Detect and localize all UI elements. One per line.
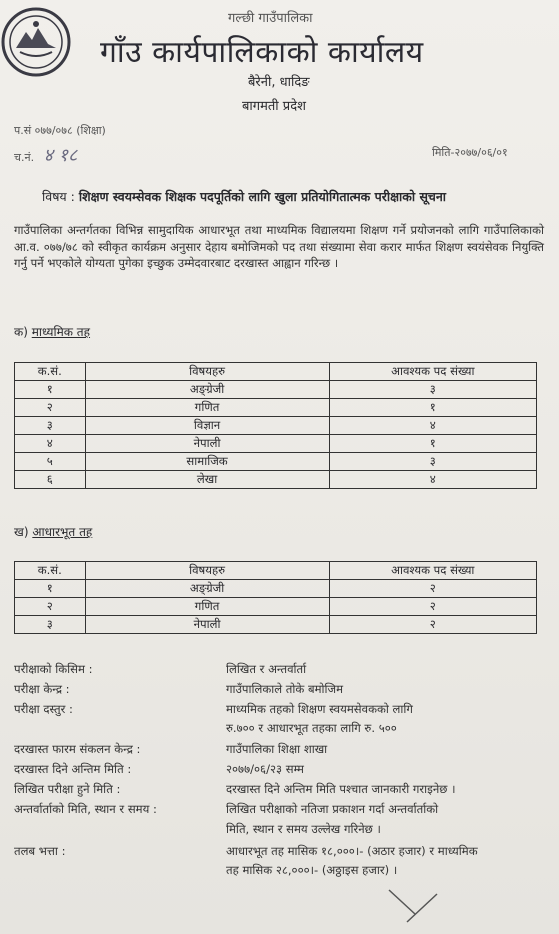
cell-sn: ३ bbox=[15, 616, 86, 634]
table-row bbox=[15, 471, 537, 489]
cell-subject: नेपाली bbox=[85, 435, 329, 453]
cell-posts: ३ bbox=[329, 381, 536, 399]
subject-line bbox=[42, 188, 446, 205]
section-title: माध्यमिक तह bbox=[31, 325, 91, 339]
table-row bbox=[15, 399, 537, 417]
office-title: गाँउ कार्यपालिकाको कार्यालय bbox=[100, 35, 424, 70]
cell-subject: अङ्ग्रेजी bbox=[85, 580, 329, 598]
detail-value: आधारभूत तह मासिक १८,०००।- (अठार हजार) र माध्यमिक bbox=[226, 844, 478, 858]
table-row bbox=[15, 616, 537, 634]
office-address: बैरेनी, धादिङ bbox=[248, 75, 310, 90]
col-header-posts: आवश्यक पद संख्या bbox=[329, 562, 536, 580]
detail-value: २०७७/०६/२३ सम्म bbox=[226, 762, 304, 776]
cell-sn: ६ bbox=[15, 471, 86, 489]
detail-label: दरखास्त दिने अन्तिम मिति : bbox=[14, 762, 132, 776]
col-header-posts: आवश्यक पद संख्या bbox=[329, 363, 536, 381]
cell-subject: सामाजिक bbox=[85, 453, 329, 471]
detail-value: रु.७०० र आधारभूत तहका लागि रु. ५०० bbox=[226, 721, 397, 735]
secondary-posts-table bbox=[14, 362, 537, 489]
subject-text: शिक्षण स्वयम्सेवक शिक्षक पदपूर्तिको लागि खुला प्रतियोगितात्मक परीक्षाको सूचना bbox=[78, 189, 447, 204]
col-header-sn: क.सं. bbox=[15, 363, 86, 381]
cell-sn: ५ bbox=[15, 453, 86, 471]
cell-sn: २ bbox=[15, 399, 86, 417]
col-header-sn: क.सं. bbox=[15, 562, 86, 580]
table-row bbox=[15, 417, 537, 435]
detail-label: परीक्षाको किसिम : bbox=[14, 662, 93, 676]
detail-label: परीक्षा केन्द्र : bbox=[14, 682, 70, 696]
government-emblem-icon bbox=[0, 6, 72, 78]
detail-value: तह मासिक २८,०००।- (अठ्ठाइस हजार) । bbox=[226, 863, 398, 877]
table-row bbox=[15, 453, 537, 471]
cell-subject: अङ्ग्रेजी bbox=[85, 381, 329, 399]
cell-subject: लेखा bbox=[85, 471, 329, 489]
subject-label: विषय : bbox=[42, 189, 75, 204]
office-province: बागमती प्रदेश bbox=[242, 99, 306, 114]
col-header-subject: विषयहरु bbox=[85, 363, 329, 381]
detail-value: गाउँपालिकाले तोके बमोजिम bbox=[226, 682, 344, 696]
table-row bbox=[15, 381, 537, 399]
detail-value: गाउँपालिका शिक्षा शाखा bbox=[226, 742, 328, 756]
basic-posts-table bbox=[14, 561, 537, 634]
cell-posts: ४ bbox=[329, 471, 536, 489]
notice-date: मिति-२०७७/०६/०१ bbox=[432, 146, 508, 159]
table-header-row bbox=[15, 562, 537, 580]
table-row bbox=[15, 580, 537, 598]
section-basic-heading bbox=[14, 523, 92, 540]
detail-label: अन्तर्वार्ताको मिति, स्थान र समय : bbox=[14, 802, 157, 816]
detail-value: माध्यमिक तहको शिक्षण स्वयमसेवकको लागि bbox=[226, 702, 413, 716]
table-row bbox=[15, 598, 537, 616]
cell-posts: १ bbox=[329, 399, 536, 417]
detail-value: मिति, स्थान र समय उल्लेख गरिनेछ । bbox=[226, 822, 381, 836]
cell-posts: १ bbox=[329, 435, 536, 453]
detail-label: दरखास्त फारम संकलन केन्द्र : bbox=[14, 742, 141, 756]
dispatch-label: च.नं. bbox=[14, 151, 35, 164]
cell-posts: ४ bbox=[329, 417, 536, 435]
signature-mark-icon bbox=[385, 884, 445, 924]
detail-value: लिखित र अन्तर्वार्ता bbox=[226, 662, 307, 676]
cell-sn: १ bbox=[15, 381, 86, 399]
col-header-subject: विषयहरु bbox=[85, 562, 329, 580]
cell-subject: गणित bbox=[85, 598, 329, 616]
detail-value: लिखित परीक्षाको नतिजा प्रकाशन गर्दा अन्तर्वार्ताको bbox=[226, 802, 439, 816]
dispatch-number: ४ १८ bbox=[43, 145, 78, 166]
section-title: आधारभूत तह bbox=[32, 525, 93, 539]
cell-posts: ३ bbox=[329, 453, 536, 471]
detail-value: दरखास्त दिने अन्तिम मिति पश्चात जानकारी गराइनेछ । bbox=[226, 782, 456, 796]
cell-subject: गणित bbox=[85, 399, 329, 417]
section-prefix: क) bbox=[14, 325, 28, 339]
cell-sn: ४ bbox=[15, 435, 86, 453]
cell-subject: नेपाली bbox=[85, 616, 329, 634]
municipality-name: गल्छी गाउँपालिका bbox=[228, 11, 313, 26]
cell-posts: २ bbox=[329, 616, 536, 634]
cell-sn: २ bbox=[15, 598, 86, 616]
dispatch-line bbox=[14, 143, 77, 167]
cell-subject: विज्ञान bbox=[85, 417, 329, 435]
table-row bbox=[15, 435, 537, 453]
cell-sn: ३ bbox=[15, 417, 86, 435]
section-prefix: ख) bbox=[14, 525, 29, 539]
section-secondary-heading bbox=[14, 323, 90, 340]
detail-label: परीक्षा दस्तुर : bbox=[14, 702, 73, 716]
cell-sn: १ bbox=[15, 580, 86, 598]
letter-number: प.सं ०७७/०७८ (शिक्षा) bbox=[14, 124, 106, 137]
detail-label: लिखित परीक्षा हुने मिति : bbox=[14, 782, 121, 796]
table-header-row bbox=[15, 363, 537, 381]
cell-posts: २ bbox=[329, 580, 536, 598]
intro-paragraph: गाउँपालिका अन्तर्गतका विभिन्न सामुदायिक आधारभूत तथा माध्यमिक विद्यालयमा शिक्षण गर्ने प्रयोजनको लागि गाउँपालिकाको आ.व. ०७७/७८ को स्वीकृत कार्यक्रम अनुसार देहाय बमोजिमको पद तथा संख्यामा सेवा करार मार्फत शिक्षण स्वयंसेवक नियुक्ति गर्नु पर्ने भएकोले योग्यता पुगेका इच्छुक उम्मेदवारबाट दरखास्त आह्वान गरिन्छ । bbox=[14, 223, 544, 270]
cell-posts: २ bbox=[329, 598, 536, 616]
detail-label: तलब भत्ता : bbox=[14, 844, 66, 858]
